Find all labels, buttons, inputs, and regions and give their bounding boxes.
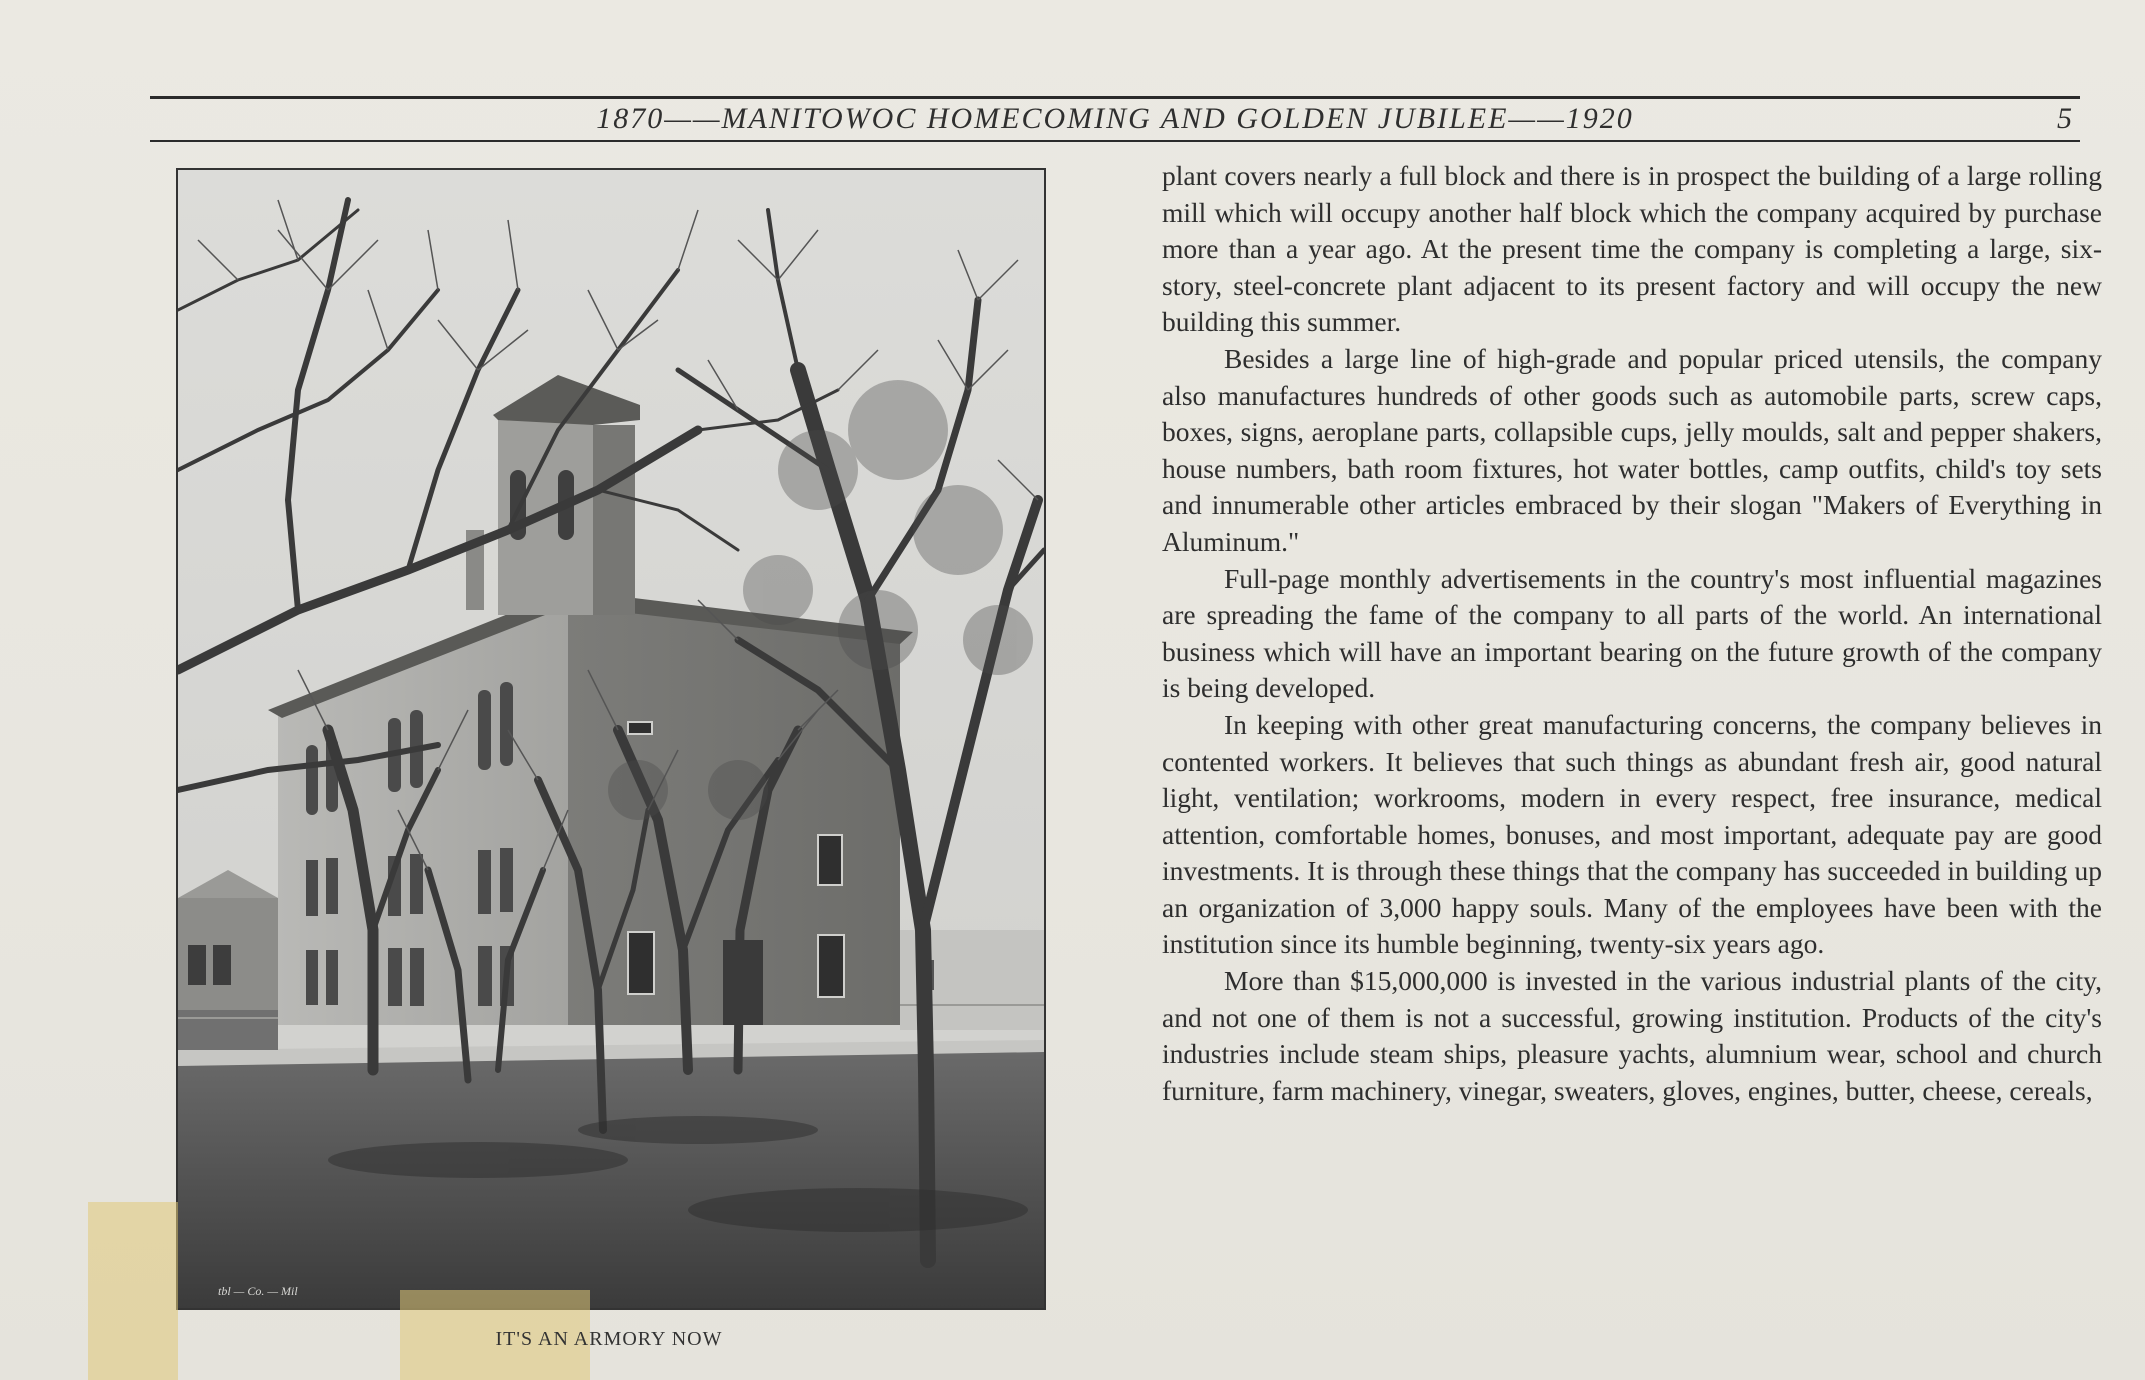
armory-photo-illustration	[178, 170, 1044, 1308]
paragraph: plant covers nearly a full block and there is in prospect the building of a large rolling mill which will occupy another half block which the company acquired by purchase more than a year ago. At the present time the company is completing a large, six-story, steel-concrete plant adjacent to its present factory and will occupy the new building this summer.	[1162, 160, 2102, 338]
body-text-column	[1162, 158, 2102, 1109]
engraver-signature: tbl — Co. — Mil	[218, 1284, 298, 1298]
photo-caption: IT'S AN ARMORY NOW	[495, 1328, 723, 1350]
paragraph: Full-page monthly advertisements in the country's most influential magazines are spreading the fame of the company to all parts of the world. An international business which will have an important bearing on the future growth of the company is being developed.	[1162, 562, 2102, 704]
armory-photograph	[176, 168, 1046, 1310]
tape-mark	[88, 1202, 178, 1380]
paragraph: In keeping with other great manufacturing concerns, the company believes in contented workers. It believes that such things as abundant fresh air, good natural light, ventilation; workrooms, modern in every respect, free insurance, medical attention, comfortable homes, bonuses, and most important, adequate pay are good investments. It is through these things that the company has succeeded in building up an organization of 3,000 happy souls. Many of the employees have been with the institution since its humble beginning, twenty-six years ago.	[1162, 708, 2102, 960]
paragraph: More than $15,000,000 is invested in the various industrial plants of the city, and not one of them is not a successful, growing institution. Products of the city's industries include steam ships, pleasure yachts, alumnium wear, school and church furniture, farm machinery, vinegar, sweaters, gloves, engines, butter, cheese, cereals,	[1162, 965, 2102, 1106]
running-header	[150, 98, 2080, 140]
paragraph: Besides a large line of high-grade and popular priced utensils, the company also manufactures hundreds of other goods such as automobile parts, screw caps, boxes, signs, aeroplane parts, collapsible cups, jelly moulds, salt and pepper shakers, house numbers, bath room fixtures, hot water bottles, camp outfits, child's toy sets and innumerable other articles embraced by their slogan "Makers of Everything in Aluminum."	[1162, 342, 2102, 557]
page-number: 5	[2057, 102, 2072, 135]
running-header-title: 1870——MANITOWOC HOMECOMING AND GOLDEN JUBILEE——1920	[596, 102, 1634, 135]
header-rule-bottom	[150, 140, 2080, 142]
